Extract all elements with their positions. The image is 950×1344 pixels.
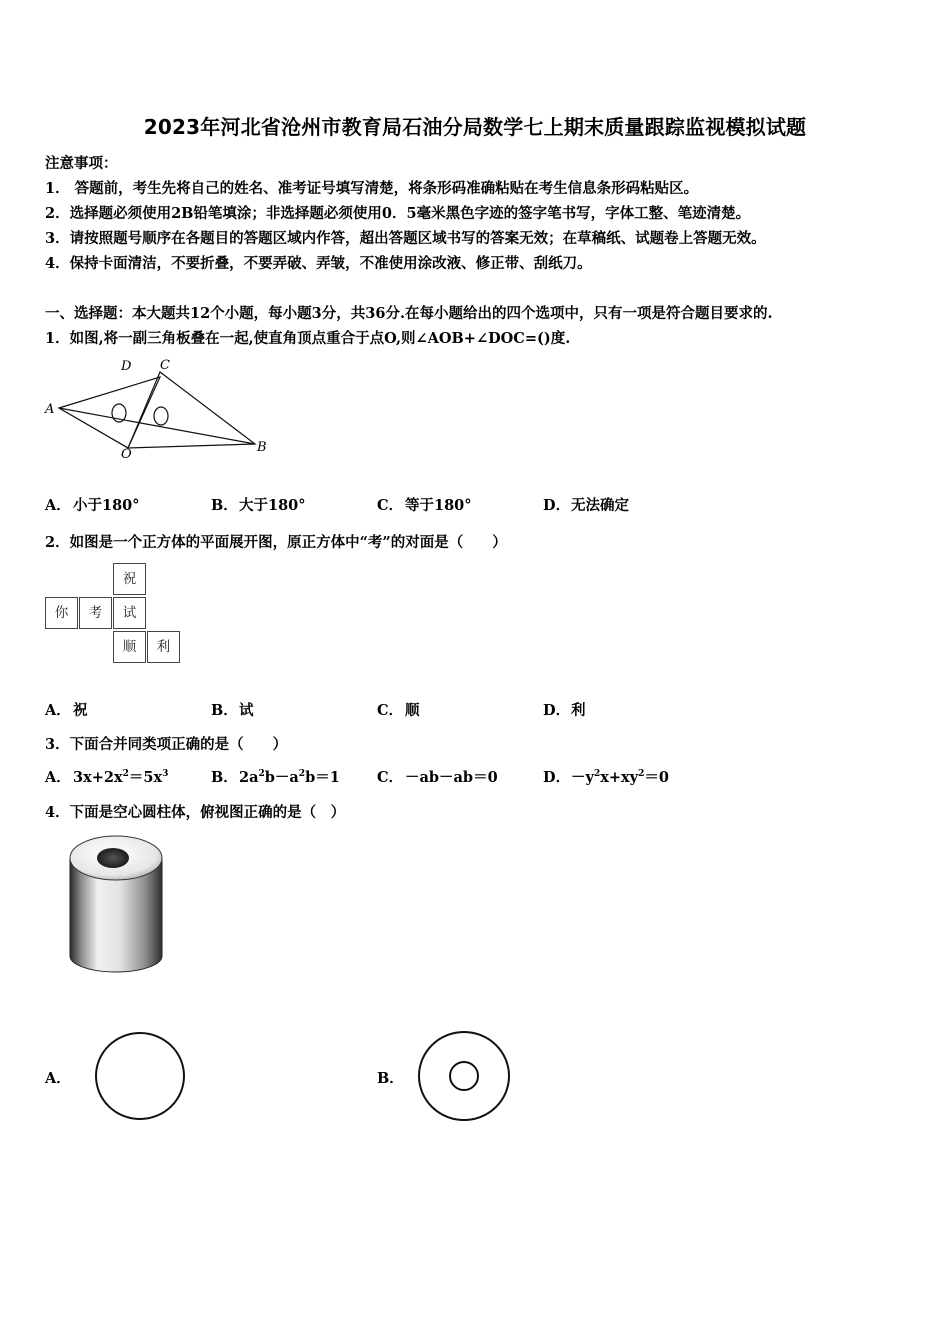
q1-option-c[interactable]: C． 等于180° — [377, 497, 472, 514]
triangle-cob — [128, 372, 255, 448]
cylinder-hole — [97, 848, 129, 868]
question-1-stem: 1．如图,将一副三角板叠在一起,使直角顶点重合于点O,则∠AOB+∠DOC=()度. — [45, 330, 571, 347]
triangle-figure — [40, 352, 280, 464]
q4-option-a-figure[interactable] — [90, 1028, 190, 1124]
q2-option-d[interactable]: D．利 — [543, 702, 586, 719]
label-c: C — [160, 358, 170, 373]
label-b: B — [257, 440, 267, 455]
q1-option-d[interactable]: D．无法确定 — [543, 497, 629, 514]
q4-option-a-label[interactable]: A． — [45, 1070, 71, 1087]
outer-circle — [419, 1032, 509, 1120]
label-o: O — [121, 447, 132, 462]
net-cell: 试 — [113, 597, 146, 629]
question-4-stem: 4．下面是空心圆柱体，俯视图正确的是（ ） — [45, 804, 346, 821]
notice-item: 2．选择题必须使用2B铅笔填涂；非选择题必须使用0．5毫米黑色字迹的签字笔书写，字体工整、笔迹清楚。 — [45, 205, 751, 222]
outer-circle — [96, 1033, 184, 1119]
line-ab — [59, 408, 255, 444]
page-title: 2023年河北省沧州市教育局石油分局数学七上期末质量跟踪监视模拟试题 — [143, 115, 807, 139]
notice-item: 1． 答题前，考生先将自己的姓名、准考证号填写清楚，将条形码准确粘贴在考生信息条形码粘贴区。 — [45, 180, 699, 197]
section-heading: 一、选择题：本大题共12个小题，每小题3分，共36分.在每小题给出的四个选项中，只有一项是符合题目要求的. — [45, 305, 773, 322]
label-a: A — [45, 402, 55, 417]
q2-option-b[interactable]: B．试 — [211, 702, 254, 719]
net-cell: 利 — [147, 631, 180, 663]
notice-item: 4．保持卡面清洁，不要折叠，不要弄破、弄皱，不准使用涂改液、修正带、刮纸刀。 — [45, 255, 592, 272]
q2-option-c[interactable]: C． 顺 — [377, 702, 420, 719]
q3-option-b[interactable]: B．$2a^2b-a^2b=1$ — [211, 769, 340, 786]
q3-option-c[interactable]: C． －ab－ab＝0 — [377, 769, 498, 786]
q3-option-a[interactable]: A． $3x+2x^2=5x^3$ — [45, 769, 169, 786]
net-cell: 祝 — [113, 563, 146, 595]
hole-circle — [154, 407, 168, 425]
q1-option-b[interactable]: B．大于180° — [211, 497, 306, 514]
q2-option-a[interactable]: A． 祝 — [45, 702, 88, 719]
net-cell: 顺 — [113, 631, 146, 663]
q4-option-b-label[interactable]: B． — [377, 1070, 404, 1087]
q1-option-a[interactable]: A． 小于180° — [45, 497, 140, 514]
inner-circle — [450, 1062, 478, 1090]
q3-option-d[interactable]: D．$-y^2x+xy^2=0$ — [543, 769, 669, 786]
question-2-stem: 2．如图是一个正方体的平面展开图，原正方体中“考”的对面是（ ） — [45, 534, 507, 551]
notice-item: 3．请按照题号顺序在各题目的答题区域内作答，超出答题区域书写的答案无效；在草稿纸、试题卷上答题无效。 — [45, 230, 766, 247]
notice-heading: 注意事项： — [45, 155, 118, 172]
question-3-stem: 3．下面合并同类项正确的是（ ） — [45, 736, 288, 753]
net-cell: 你 — [45, 597, 78, 629]
triangle-aod — [59, 377, 160, 448]
net-cell: 考 — [79, 597, 112, 629]
q4-option-b-figure[interactable] — [414, 1028, 514, 1124]
hollow-cylinder-figure — [62, 830, 170, 978]
label-d: D — [121, 359, 132, 374]
